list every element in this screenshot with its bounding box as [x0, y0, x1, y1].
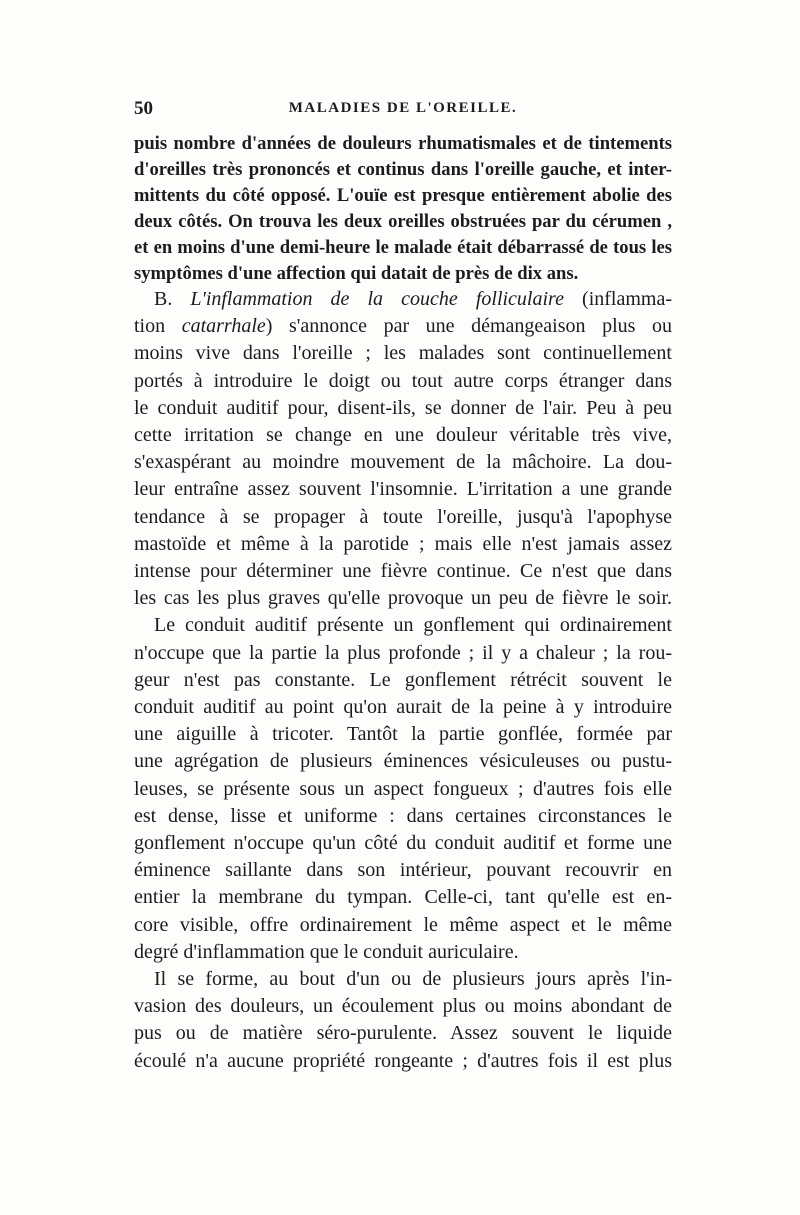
section-title: L'inflammation de la couche folliculaire	[190, 288, 564, 310]
text-line: n'occupe que la partie la plus profonde ; il y a chaleur ; la rou-	[134, 641, 672, 664]
text-line: mastoïde et même à la parotide ; mais elle n'est jamais assez	[134, 532, 672, 555]
page-header	[134, 98, 672, 128]
text-line: moins vive dans l'oreille ; les malades sont continuellement	[134, 342, 672, 365]
running-title: MALADIES DE L'OREILLE.	[288, 100, 518, 116]
text-fragment: tion	[134, 315, 182, 338]
text-line: deux côtés. On trouva les deux oreilles obstruées par du cérumen ,	[134, 211, 672, 232]
text-line: leuses, se présente sous un aspect fongueux ; d'autres fois elle	[134, 777, 672, 800]
text-line: vasion des douleurs, un écoulement plus ou moins abondant de	[134, 995, 672, 1018]
text-line: leur entraîne assez souvent l'insomnie. L'irritation a une grande	[134, 478, 672, 501]
text-line: conduit auditif au point qu'on aurait de la peine à y introduire	[134, 696, 672, 719]
text-line: cette irritation se change en une douleur véritable très vive,	[134, 424, 672, 447]
main-text	[134, 286, 672, 1075]
text-fragment: (inflamma-	[563, 288, 672, 310]
paragraph-case-report	[134, 131, 672, 287]
text-line: d'oreilles très prononcés et continus dans l'oreille gauche, et inter-	[134, 159, 672, 180]
text-line: mittents du côté opposé. L'ouïe est presque entièrement abolie des	[134, 185, 672, 206]
paragraph-inflammation	[134, 286, 672, 612]
text-fragment: ) s'annonce par une démangeaison plus ou	[265, 315, 672, 338]
section-letter: B.	[154, 288, 191, 310]
paragraph	[134, 131, 672, 287]
text-line: entier la membrane du tympan. Celle-ci, tant qu'elle est en-	[134, 886, 672, 909]
text-line: core visible, offre ordinairement le même aspect et le même	[134, 913, 672, 936]
text-line: geur n'est pas constante. Le gonflement rétrécit souvent le	[134, 668, 672, 691]
text-line: tendance à se propager à toute l'oreille, jusqu'à l'apophyse	[134, 505, 672, 528]
text-line: s'exaspérant au moindre mouvement de la mâchoire. La dou-	[134, 451, 672, 474]
text-line: puis nombre d'années de douleurs rhumatismales et de tintements	[134, 133, 672, 154]
text-line: et en moins d'une demi-heure le malade était débarrassé de tous les	[134, 237, 672, 258]
section-heading-line	[134, 286, 672, 313]
page-number: 50	[134, 98, 153, 119]
text-line: pus ou de matière séro-purulente. Assez souvent le liquide	[134, 1022, 672, 1045]
text-line: degré d'inflammation que le conduit auriculaire.	[134, 940, 519, 963]
text-line: portés à introduire le doigt ou tout autre corps étranger dans	[134, 369, 672, 392]
italic-term: catarrhale	[181, 315, 266, 338]
text-line	[134, 313, 672, 340]
text-line: le conduit auditif pour, disent-ils, se donner de l'air. Peu à peu	[134, 396, 672, 419]
text-line: Le conduit auditif présente un gonflement qui ordinairement	[154, 614, 672, 637]
text-line: Il se forme, au bout d'un ou de plusieurs jours après l'in-	[154, 968, 672, 991]
text-line: les cas les plus graves qu'elle provoque un peu de fièvre le soir.	[134, 587, 672, 610]
text-line: éminence saillante dans son intérieur, pouvant recouvrir en	[134, 859, 672, 882]
text-line: est dense, lisse et uniforme : dans certaines circonstances le	[134, 804, 672, 827]
text-line: une aiguille à tricoter. Tantôt la partie gonflée, formée par	[134, 723, 672, 746]
text-line: gonflement n'occupe qu'un côté du conduit auditif et forme une	[134, 832, 672, 855]
text-line: écoulé n'a aucune propriété rongeante ; d'autres fois il est plus	[134, 1049, 672, 1072]
text-line: une agrégation de plusieurs éminences vésiculeuses ou pustu-	[134, 750, 672, 773]
text-line: intense pour déterminer une fièvre continue. Ce n'est que dans	[134, 560, 672, 583]
paragraph-ecoulement	[134, 966, 672, 1075]
text-line: symptômes d'une affection qui datait de près de dix ans.	[134, 263, 579, 284]
paragraph-conduit	[134, 612, 672, 966]
